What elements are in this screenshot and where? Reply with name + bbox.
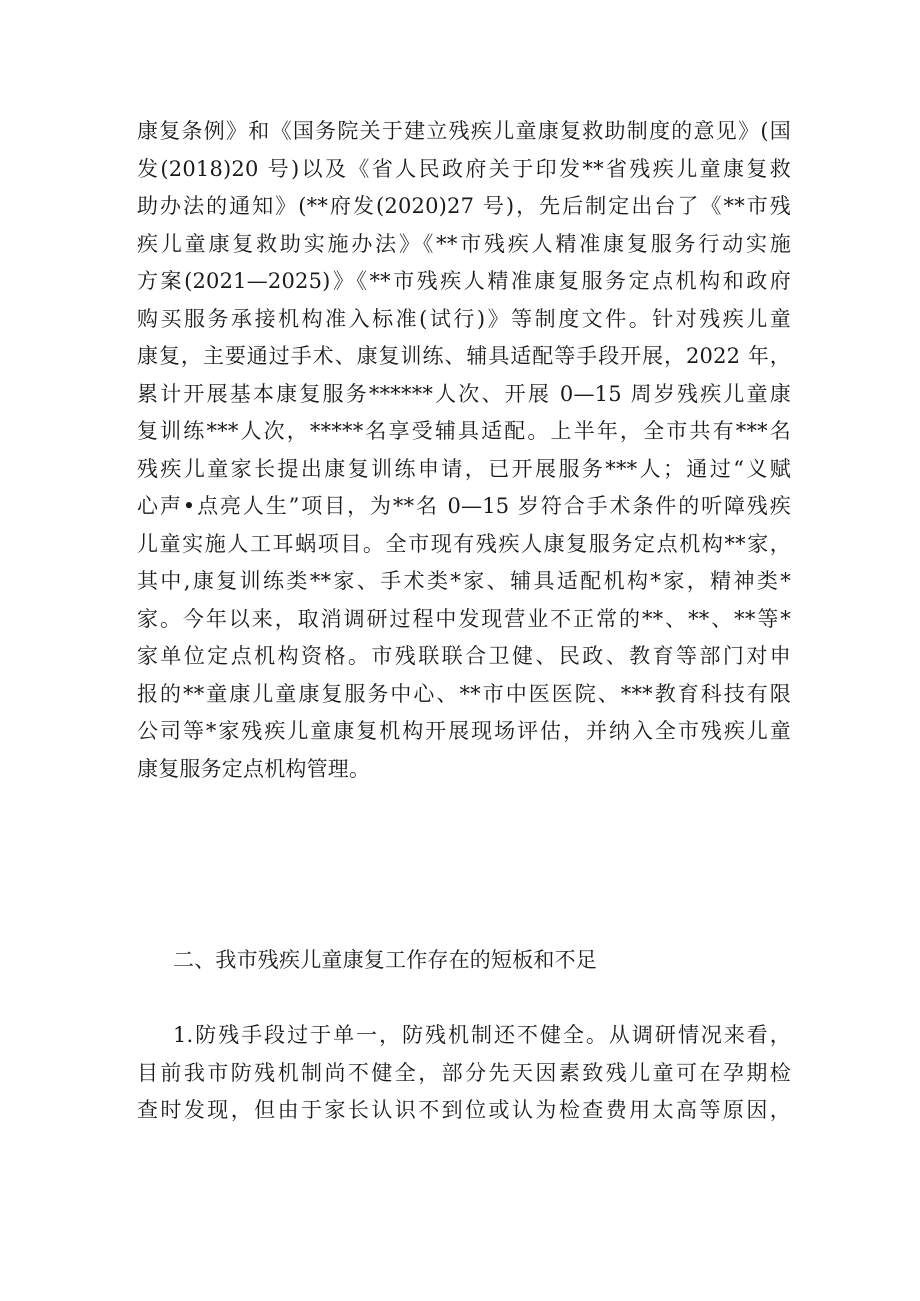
text-line: 心声•点亮人生”项目，为**名 0—15 岁符合手术条件的听障残疾 (137, 494, 791, 518)
text-line: 方案(2021—2025)》《**市残疾人精准康复服务定点机构和政府 (137, 269, 791, 293)
text-line: 家。今年以来，取消调研过程中发现营业不正常的**、**、**等* (137, 606, 791, 631)
text-line: 查时发现，但由于家长认识不到位或认为检查费用太高等原因， (137, 1098, 791, 1122)
text-line: 其中,康复训练类**家、手术类*家、辅具适配机构*家，精神类* (137, 569, 791, 593)
body-paragraph-2 (137, 1017, 791, 1130)
text-line: 儿童实施人工耳蜗项目。全市现有残疾人康复服务定点机构**家， (137, 531, 791, 556)
text-line: 复训练***人次，*****名享受辅具适配。上半年，全市共有***名 (137, 419, 791, 443)
text-line: 康复条例》和《国务院关于建立残疾儿童康复救助制度的意见》(国 (137, 119, 791, 143)
text-line: 疾儿童康复救助实施办法》《**市残疾人精准康复服务行动实施 (137, 231, 791, 256)
text-line: 公司等*家残疾儿童康复机构开展现场评估，并纳入全市残疾儿童 (137, 719, 791, 743)
text-line: 目前我市防残机制尚不健全，部分先天因素致残儿童可在孕期检 (137, 1060, 791, 1085)
text-line-first: 1.防残手段过于单一，防残机制还不健全。从调研情况来看， (173, 1023, 791, 1047)
text-line: 康复，主要通过手术、康复训练、辅具适配等手段开展，2022 年， (137, 344, 791, 368)
section-heading (137, 942, 791, 980)
text-line: 家单位定点机构资格。市残联联合卫健、民政、教育等部门对申 (137, 644, 791, 668)
text-line: 购买服务承接机构准入标准(试行)》等制度文件。针对残疾儿童 (137, 306, 791, 331)
text-line: 残疾儿童家长提出康复训练申请，已开展服务***人；通过“义赋 (137, 456, 791, 481)
text-line: 报的**童康儿童康复服务中心、**市中医医院、***教育科技有限 (137, 681, 791, 706)
section-heading-text: 二、我市残疾儿童康复工作存在的短板和不足 (173, 948, 597, 972)
text-line: 累计开展基本康复服务******人次、开展 0—15 周岁残疾儿童康 (137, 381, 791, 406)
text-line-last: 康复服务定点机构管理。 (137, 756, 371, 781)
body-paragraph (137, 113, 791, 788)
text-line: 发(2018)20 号)以及《省人民政府关于印发**省残疾儿童康复救 (137, 156, 791, 181)
text-line: 助办法的通知》(**府发(2020)27 号)，先后制定出台了《**市残 (137, 194, 791, 218)
